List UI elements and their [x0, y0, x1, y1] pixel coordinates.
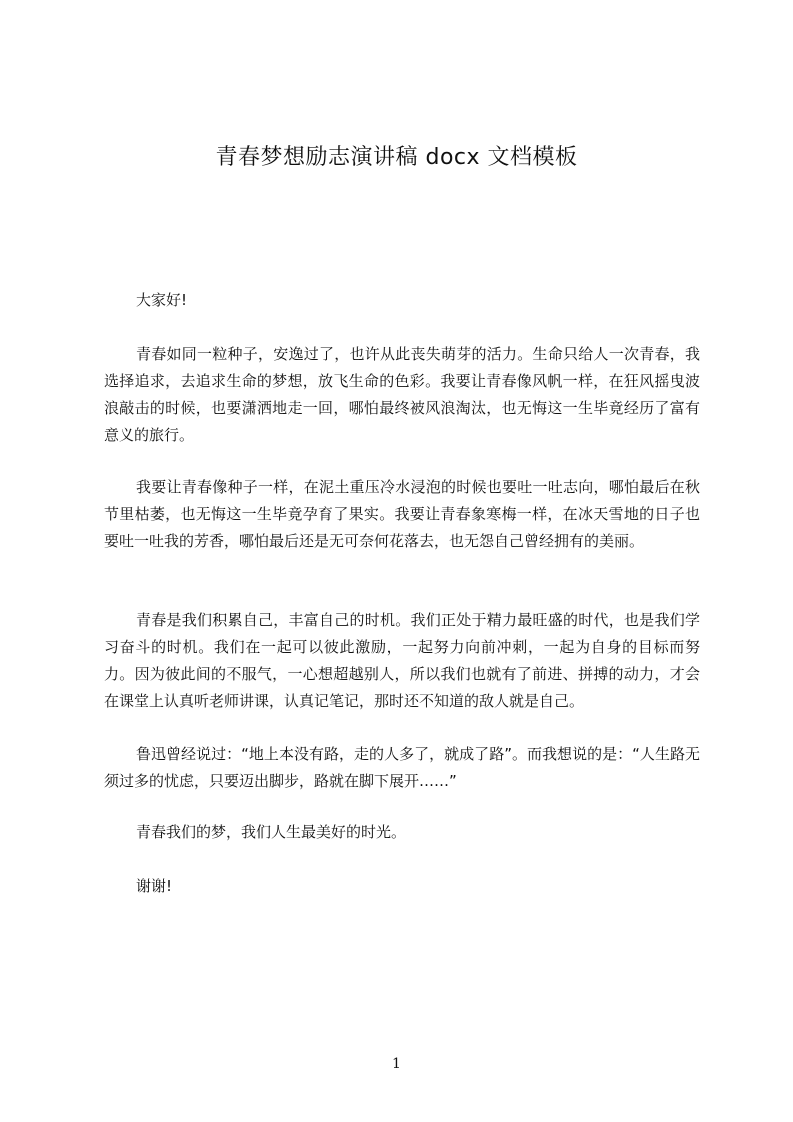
- page-number: 1: [392, 1056, 401, 1072]
- body-paragraph-5: 青春我们的梦，我们人生最美好的时光。: [136, 823, 407, 841]
- closing-paragraph: 谢谢!: [136, 877, 173, 895]
- body-paragraph-3: 青春是我们积累自己，丰富自己的时机。我们正处于精力最旺盛的时代，也是我们学习奋斗的时机。我们在一起可以彼此激励，一起努力向前冲刺，一起为自身的目标而努力。因为彼此间的不服气，一心想超越别人，所以我们也就有了前进、拼搏的动力，才会在课堂上认真听老师讲课，认真记笔记，那时还不知道的敌人就是自己。: [104, 611, 700, 710]
- body-paragraph-2: 我要让青春像种子一样，在泥土重压冷水浸泡的时候也要吐一吐志向，哪怕最后在秋节里枯萎，也无悔这一生毕竟孕育了果实。我要让青春象寒梅一样，在冰天雪地的日子也要吐一吐我的芳香，哪怕最后还是无可奈何花落去，也无怨自己曾经拥有的美丽。: [104, 478, 700, 550]
- greeting-paragraph: 大家好!: [136, 291, 188, 309]
- body-paragraph-4: 鲁迅曾经说过：“地上本没有路，走的人多了，就成了路”。而我想说的是：“人生路无须过多的忧虑，只要迈出脚步，路就在脚下展开……”: [104, 745, 700, 790]
- document-title: 青春梦想励志演讲稿 docx 文档模板: [215, 145, 578, 170]
- body-paragraph-1: 青春如同一粒种子，安逸过了，也许从此丧失萌芽的活力。生命只给人一次青春，我选择追求，去追求生命的梦想，放飞生命的色彩。我要让青春像风帆一样，在狂风摇曳波浪敲击的时候，也要潇洒地走一回，哪怕最终被风浪淘汰，也无悔这一生毕竟经历了富有意义的旅行。: [104, 345, 700, 444]
